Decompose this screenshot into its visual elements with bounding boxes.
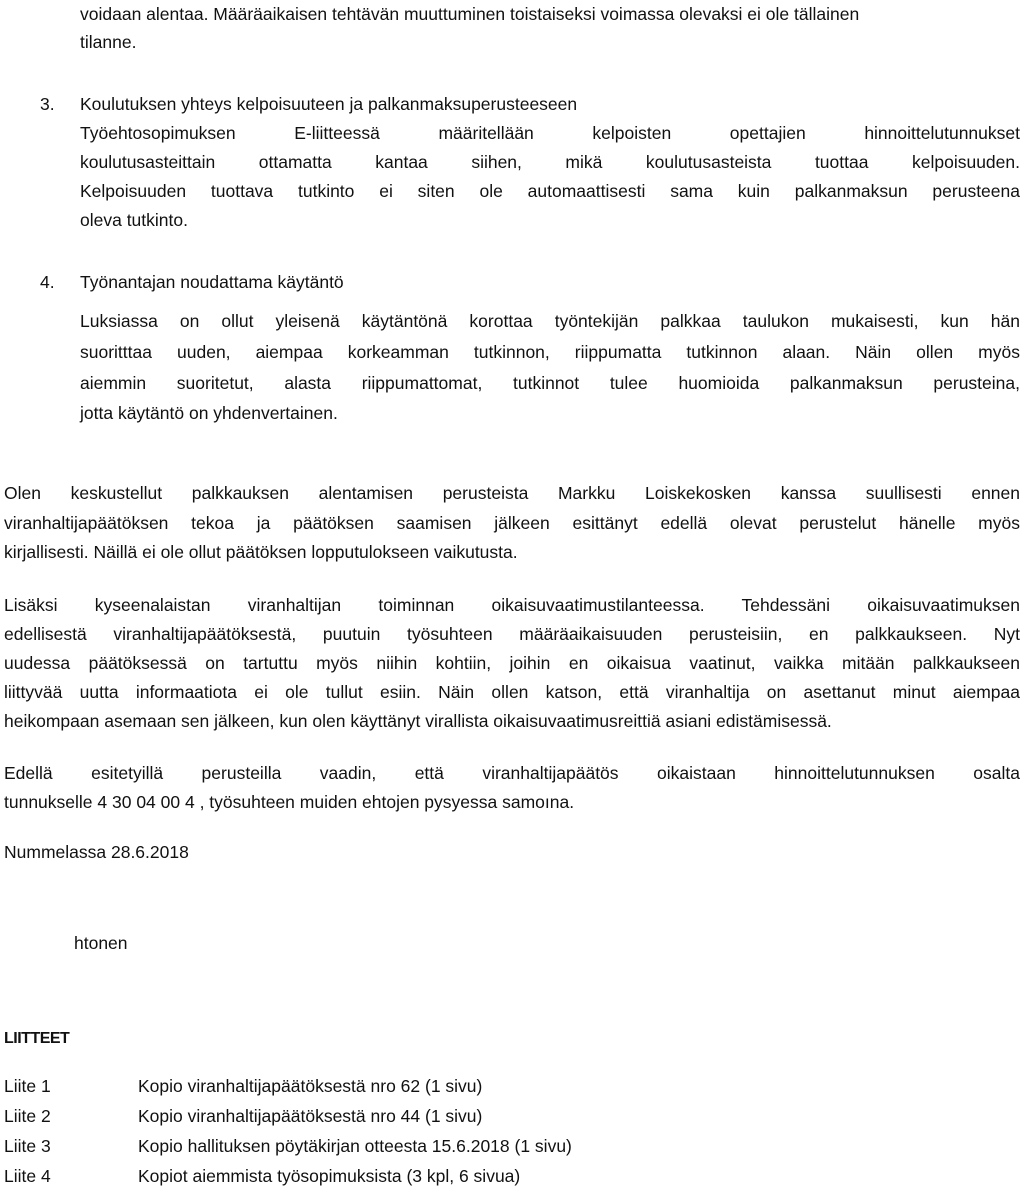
section-4-line-3: aiemmin suoritetut, alasta riippumattomat, tutkinnot tulee huomioida palkanmaksun perusteina, (80, 373, 1020, 393)
section-3-number: 3. (40, 94, 55, 114)
attachment-1-label: Liite 1 (4, 1076, 51, 1096)
attachment-3-label: Liite 3 (4, 1136, 51, 1156)
section-4-line-4: jotta käytäntö on yhdenvertainen. (80, 403, 338, 423)
paragraph-3-line-1: Edellä esitetyillä perusteilla vaadin, että viranhaltijapäätös oikaistaan hinnoittelutunnuksen osalta (4, 763, 1020, 783)
section-3-line-2: koulutusasteittain ottamatta kantaa siihen, mikä koulutusasteista tuottaa kelpoisuuden. (80, 152, 1020, 172)
attachments-heading: LIITTEET (4, 1030, 70, 1047)
paragraph-1-line-2: viranhaltijapäätöksen tekoa ja päätöksen saamisen jälkeen esittänyt edellä olevat perustelut hänelle myös (4, 513, 1020, 533)
paragraph-1-line-3: kirjallisesti. Näillä ei ole ollut päätöksen lopputulokseen vaikutusta. (4, 542, 518, 562)
paragraph-3-line-2: tunnukselle 4 30 04 00 4 , työsuhteen muiden ehtojen pysyessa samoına. (4, 792, 575, 812)
attachment-2-label: Liite 2 (4, 1106, 51, 1126)
attachment-4-description: Kopiot aiemmista työsopimuksista (3 kpl, 6 sivua) (138, 1166, 521, 1186)
section-4-number: 4. (40, 272, 55, 292)
section-4-line-2: suoritttaa uuden, aiempaa korkeamman tutkinnon, riippumatta tutkinnon alaan. Näin ollen myös (80, 342, 1020, 362)
section-3-line-4: oleva tutkinto. (80, 210, 188, 230)
paragraph-2-line-2: edellisestä viranhaltijapäätöksestä, puutuin työsuhteen määräaikaisuuden perusteisiin, en palkkaukseen. Nyt (4, 624, 1020, 644)
section-3-title: Koulutuksen yhteys kelpoisuuteen ja palkanmaksuperusteeseen (80, 94, 578, 114)
place-date: Nummelassa 28.6.2018 (4, 842, 189, 862)
attachment-3-description: Kopio hallituksen pöytäkirjan otteesta 15.6.2018 (1 sivu) (138, 1136, 572, 1156)
paragraph-1-line-1: Olen keskustellut palkkauksen alentamisen perusteista Markku Loiskekosken kanssa suullisesti ennen (4, 483, 1020, 503)
paragraph-2-line-5: heikompaan asemaan sen jälkeen, kun olen käyttänyt virallista oikaisuvaatimusreittiä asiani edistämisessä. (4, 711, 832, 731)
intro-line-1: voidaan alentaa. Määräaikaisen tehtävän muuttuminen toistaiseksi voimassa olevaksi ei ole tällainen (80, 4, 860, 24)
paragraph-2-line-4: liittyvää uutta informaatiota ei ole tullut esiin. Näin ollen katson, että viranhaltija on asettanut minut aiempaa (4, 682, 1020, 702)
paragraph-2-line-3: uudessa päätöksessä on tartuttu myös niihin kohtiin, joihin en oikaisua vaatinut, vaikka mitään palkkaukseen (4, 653, 1020, 673)
section-3-line-3: Kelpoisuuden tuottava tutkinto ei siten ole automaattisesti sama kuin palkanmaksun perusteena (80, 181, 1020, 201)
intro-line-2: tilanne. (80, 32, 137, 52)
section-4-title: Työnantajan noudattama käytäntö (80, 272, 344, 292)
section-4-line-1: Luksiassa on ollut yleisenä käytäntönä korottaa työntekijän palkkaa taulukon mukaisesti, kun hän (80, 311, 1020, 331)
section-3-line-1: Työehtosopimuksen E-liitteessä määritellään kelpoisten opettajien hinnoittelutunnukset (80, 123, 1020, 143)
signature-name-fragment: htonen (74, 933, 128, 953)
attachment-4-label: Liite 4 (4, 1166, 51, 1186)
attachment-2-description: Kopio viranhaltijapäätöksestä nro 44 (1 sivu) (138, 1106, 483, 1126)
paragraph-2-line-1: Lisäksi kyseenalaistan viranhaltijan toiminnan oikaisuvaatimustilanteessa. Tehdessäni oikaisuvaatimuksen (4, 595, 1020, 615)
attachment-1-description: Kopio viranhaltijapäätöksestä nro 62 (1 sivu) (138, 1076, 483, 1096)
